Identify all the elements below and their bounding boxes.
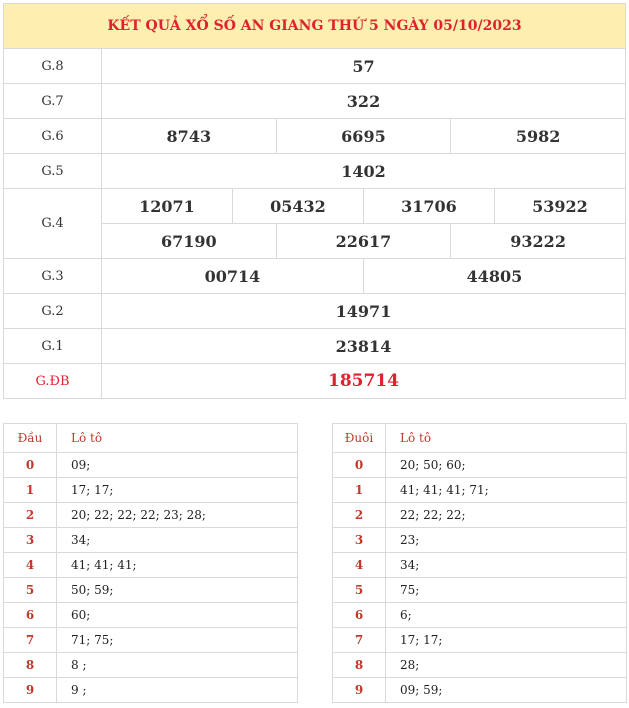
results-title: KẾT QUẢ XỔ SỐ AN GIANG THỨ 5 NGÀY 05/10/2023 [4, 4, 626, 49]
loto-key: 4 [333, 553, 386, 578]
prize-row-g3 [4, 259, 626, 294]
loto-row [333, 553, 627, 578]
loto-values: 23; [386, 528, 627, 553]
prize-number-special: 185714 [102, 364, 626, 399]
prize-row-g1 [4, 329, 626, 364]
prize-label-special: G.ĐB [4, 364, 102, 399]
loto-row [333, 578, 627, 603]
loto-values: 71; 75; [57, 628, 298, 653]
prize-label: G.5 [4, 154, 102, 189]
prize-row-g6 [4, 119, 626, 154]
loto-values: 20; 22; 22; 22; 23; 28; [57, 503, 298, 528]
loto-values: 41; 41; 41; [57, 553, 298, 578]
loto-key: 5 [4, 578, 57, 603]
loto-key: 6 [4, 603, 57, 628]
loto-values: 09; 59; [386, 678, 627, 703]
loto-key: 2 [4, 503, 57, 528]
loto-key: 5 [333, 578, 386, 603]
loto-row [4, 628, 298, 653]
prize-number: 1402 [102, 154, 626, 189]
prize-number: 8743 [102, 119, 277, 154]
prize-label: G.6 [4, 119, 102, 154]
loto-values: 17; 17; [386, 628, 627, 653]
loto-values: 20; 50; 60; [386, 453, 627, 478]
loto-row [4, 603, 298, 628]
loto-row [4, 453, 298, 478]
loto-row [333, 628, 627, 653]
prize-number: 44805 [363, 259, 625, 294]
loto-key: 9 [333, 678, 386, 703]
loto-key: 1 [4, 478, 57, 503]
loto-row [4, 553, 298, 578]
loto-dau-table [3, 423, 298, 703]
prize-row-db [4, 364, 626, 399]
loto-key: 8 [333, 653, 386, 678]
prize-row-g2 [4, 294, 626, 329]
loto-row [333, 478, 627, 503]
prize-number: 67190 [102, 224, 277, 259]
loto-header-key: Đầu [4, 424, 57, 453]
loto-row [333, 503, 627, 528]
prize-label: G.8 [4, 49, 102, 84]
prize-label: G.7 [4, 84, 102, 119]
prize-number: 05432 [232, 189, 363, 224]
loto-key: 3 [333, 528, 386, 553]
loto-header-value: Lô tô [57, 424, 298, 453]
loto-key: 4 [4, 553, 57, 578]
prize-number: 22617 [276, 224, 451, 259]
prize-number: 31706 [363, 189, 494, 224]
results-table [3, 3, 626, 399]
prize-number: 23814 [102, 329, 626, 364]
prize-label: G.4 [4, 189, 102, 259]
loto-row [333, 453, 627, 478]
loto-values: 09; [57, 453, 298, 478]
loto-key: 8 [4, 653, 57, 678]
loto-row [333, 678, 627, 703]
loto-values: 6; [386, 603, 627, 628]
prize-number: 93222 [451, 224, 626, 259]
prize-number: 6695 [276, 119, 451, 154]
loto-row [333, 603, 627, 628]
loto-values: 28; [386, 653, 627, 678]
prize-number: 14971 [102, 294, 626, 329]
loto-key: 6 [333, 603, 386, 628]
loto-row [4, 653, 298, 678]
loto-values: 50; 59; [57, 578, 298, 603]
loto-row [4, 678, 298, 703]
loto-values: 60; [57, 603, 298, 628]
prize-number: 57 [102, 49, 626, 84]
loto-header-row [4, 424, 298, 453]
prize-row-g7 [4, 84, 626, 119]
loto-row [4, 503, 298, 528]
loto-key: 0 [4, 453, 57, 478]
loto-values: 34; [386, 553, 627, 578]
loto-values: 8 ; [57, 653, 298, 678]
prize-row-g4 [4, 189, 626, 224]
loto-header-value: Lô tô [386, 424, 627, 453]
loto-values: 34; [57, 528, 298, 553]
loto-header-key: Đuôi [333, 424, 386, 453]
loto-values: 22; 22; 22; [386, 503, 627, 528]
prize-number: 00714 [102, 259, 364, 294]
loto-values: 75; [386, 578, 627, 603]
loto-key: 3 [4, 528, 57, 553]
prize-number: 5982 [451, 119, 626, 154]
loto-key: 0 [333, 453, 386, 478]
loto-row [4, 578, 298, 603]
loto-duoi-table [332, 423, 627, 703]
loto-key: 2 [333, 503, 386, 528]
prize-label: G.3 [4, 259, 102, 294]
loto-values: 17; 17; [57, 478, 298, 503]
prize-number: 12071 [102, 189, 233, 224]
loto-key: 7 [333, 628, 386, 653]
loto-values: 9 ; [57, 678, 298, 703]
loto-key: 7 [4, 628, 57, 653]
loto-key: 9 [4, 678, 57, 703]
prize-number: 322 [102, 84, 626, 119]
prize-label: G.1 [4, 329, 102, 364]
loto-header-row [333, 424, 627, 453]
loto-row [4, 528, 298, 553]
loto-row [333, 653, 627, 678]
loto-key: 1 [333, 478, 386, 503]
loto-values: 41; 41; 41; 71; [386, 478, 627, 503]
prize-label: G.2 [4, 294, 102, 329]
prize-row-g8 [4, 49, 626, 84]
prize-number: 53922 [494, 189, 625, 224]
loto-row [4, 478, 298, 503]
loto-row [333, 528, 627, 553]
prize-row-g5 [4, 154, 626, 189]
